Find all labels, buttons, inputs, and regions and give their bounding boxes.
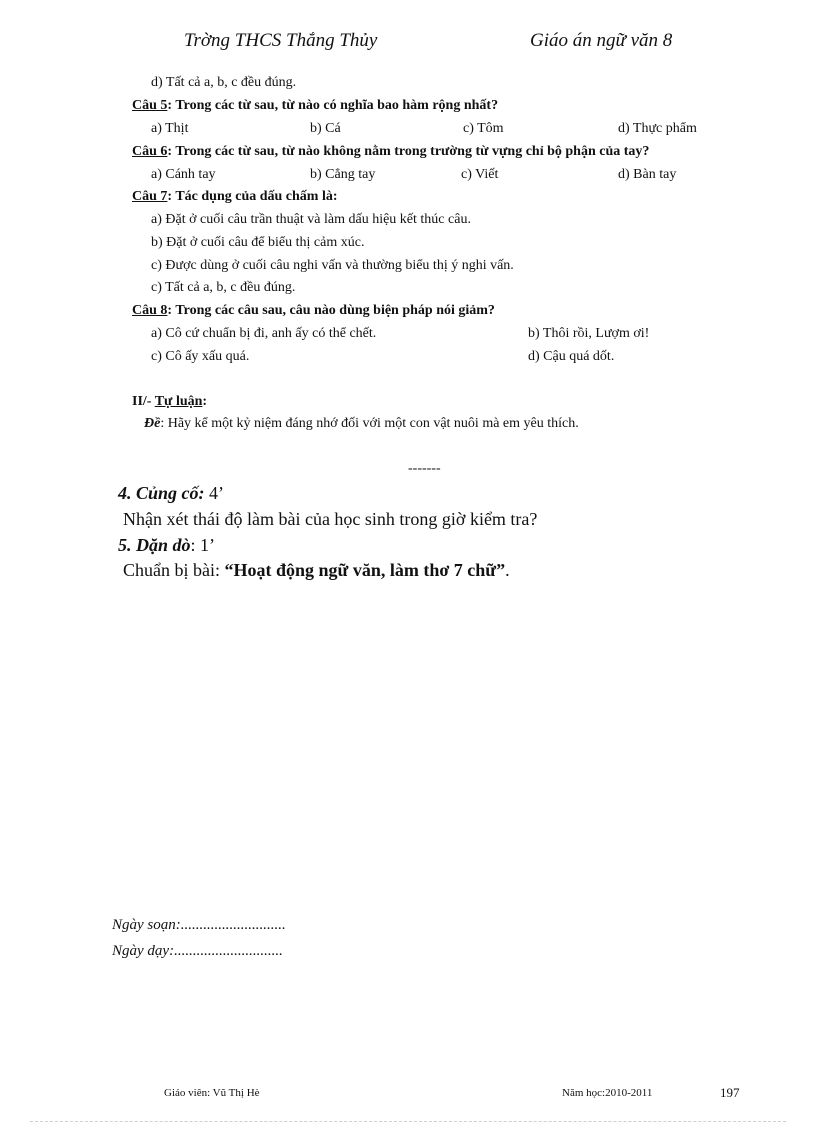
q5-text: : Trong các từ sau, từ nào có nghĩa bao hàm rộng nhất? xyxy=(167,98,499,113)
footer-year: Năm học:2010-2011 xyxy=(562,1087,653,1099)
q5-option-b: b) Cá xyxy=(310,121,341,136)
q8-heading xyxy=(132,302,495,320)
q5-label: Câu 5 xyxy=(132,98,168,113)
ngay-soan: Ngày soạn:............................ xyxy=(112,917,286,933)
q7-option-b: b) Đặt ở cuối câu để biểu thị cảm xúc. xyxy=(151,235,365,250)
essay-prompt xyxy=(144,415,579,433)
header-school: Trờng THCS Thắng Thủy xyxy=(184,30,378,51)
ngay-day: Ngày dạy:............................. xyxy=(112,943,283,959)
dan-do-suffix: . xyxy=(505,560,510,580)
dan-do-time: : 1’ xyxy=(190,535,216,555)
dan-do-quoted: “Hoạt động ngữ văn, làm thơ 7 chữ” xyxy=(224,560,506,580)
q5-option-c: c) Tôm xyxy=(463,121,504,136)
q7-label: Câu 7 xyxy=(132,189,168,204)
page-number: 197 xyxy=(720,1085,740,1100)
q6-text: : Trong các từ sau, từ nào không nằm trong trường từ vựng chỉ bộ phận của tay? xyxy=(167,144,650,159)
de-text: : Hãy kể một kỷ niệm đáng nhớ đối với một con vật nuôi mà em yêu thích. xyxy=(160,416,579,431)
essay-prefix: II/- xyxy=(132,394,155,409)
dan-do-heading xyxy=(118,535,215,556)
q6-option-a: a) Cánh tay xyxy=(151,167,216,182)
q7-option-a: a) Đặt ở cuối câu trần thuật và làm dấu hiệu kết thúc câu. xyxy=(151,212,471,227)
essay-colon: : xyxy=(202,394,208,409)
dan-do-prefix: Chuẩn bị bài: xyxy=(123,560,225,580)
q5-option-a: a) Thịt xyxy=(151,121,189,136)
separator: ------- xyxy=(408,461,441,476)
q8-label: Câu 8 xyxy=(132,303,168,318)
q8-option-d: d) Cậu quá dốt. xyxy=(528,349,615,364)
de-label: Đề xyxy=(144,416,161,431)
cung-co-title: 4. Củng cố: xyxy=(118,483,205,503)
cung-co-heading xyxy=(118,483,224,504)
dan-do-text xyxy=(123,560,510,581)
q5-option-d: d) Thực phẩm xyxy=(618,121,697,136)
header-subject: Giáo án ngữ văn 8 xyxy=(530,30,673,51)
q6-option-c: c) Viết xyxy=(461,167,499,182)
q8-option-b: b) Thôi rồi, Lượm ơi! xyxy=(528,326,650,341)
q6-heading xyxy=(132,143,649,161)
q7-text: : Tác dụng của dấu chấm là: xyxy=(167,189,338,204)
cung-co-time: 4’ xyxy=(204,483,225,503)
essay-heading xyxy=(132,393,207,411)
q5-heading xyxy=(132,97,498,115)
q4-option-d: d) Tất cả a, b, c đều đúng. xyxy=(151,75,297,90)
cung-co-text: Nhận xét thái độ làm bài của học sinh trong giờ kiểm tra? xyxy=(123,509,538,529)
essay-title: Tự luận xyxy=(154,394,203,409)
q6-option-d: d) Bàn tay xyxy=(618,167,677,182)
q8-option-a: a) Cô cứ chuẩn bị đi, anh ấy có thể chết. xyxy=(151,326,377,341)
footer-teacher: Giáo viên: Vũ Thị Hè xyxy=(164,1087,260,1099)
q7-option-d: c) Tất cả a, b, c đều đúng. xyxy=(151,280,296,295)
q6-option-b: b) Cẳng tay xyxy=(310,167,376,182)
page-break-line xyxy=(30,1121,786,1122)
q6-label: Câu 6 xyxy=(132,144,168,159)
q7-heading xyxy=(132,188,338,206)
q7-option-c: c) Được dùng ở cuối câu nghi vấn và thường biểu thị ý nghi vấn. xyxy=(151,258,514,273)
dan-do-title: 5. Dặn dò xyxy=(118,535,191,555)
q8-option-c: c) Cô ấy xấu quá. xyxy=(151,349,250,364)
q8-text: : Trong các câu sau, câu nào dùng biện pháp nói giảm? xyxy=(167,303,495,318)
